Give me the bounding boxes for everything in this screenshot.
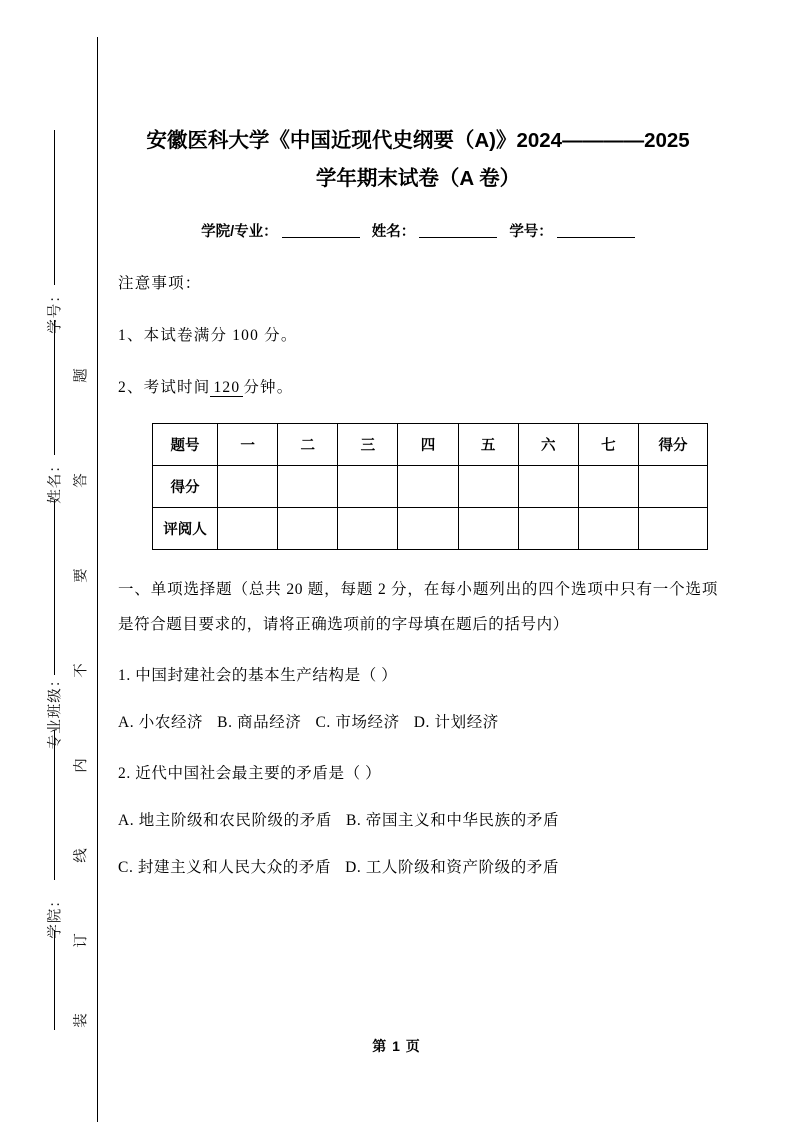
score-table-cell-r1-c3[interactable] [398,466,458,508]
field-college-major-label: 学院/专业： [201,224,278,240]
margin-label-1: 姓名： [47,457,64,504]
seal-char-5: 线 [73,848,90,863]
score-table-cell-r0-c4: 五 [458,424,518,466]
question-2-option-line-0 [118,803,718,838]
seal-char-0: 题 [73,368,90,383]
score-table-cell-r0-c3: 四 [398,424,458,466]
table-row [153,466,708,508]
title-line-2: 学年期末试卷（A 卷） [315,167,521,190]
score-table-cell-r2-c6[interactable] [578,508,638,550]
score-table-cell-r2-c4[interactable] [458,508,518,550]
score-table-cell-r0-c2: 三 [338,424,398,466]
question-stem-2: 2. 近代中国社会最主要的矛盾是（ ） [118,765,382,782]
seal-char-4: 内 [73,758,90,773]
margin-label-2: 专业班级： [47,671,64,750]
score-table-cell-r2-c1[interactable] [278,508,338,550]
title-line-1: 安徽医科大学《中国近现代史纲要（A)》2024————2025 [146,129,690,152]
seal-char-6: 订 [73,933,90,948]
margin-rule-segment-0 [54,130,55,285]
question-2-option-D[interactable]: D. 工人阶级和资产阶级的矛盾 [345,859,560,876]
question-2-option-B[interactable]: B. 帝国主义和中华民族的矛盾 [345,812,560,829]
score-table-total-cell-r2[interactable] [639,508,708,550]
margin-rule-segment-2 [54,500,55,675]
field-name-blank[interactable] [419,223,497,238]
score-table-cell-r2-c0[interactable] [218,508,278,550]
question-2-option-A[interactable]: A. 地主阶级和农民阶级的矛盾 [118,812,332,829]
score-table-cell-r1-c6[interactable] [578,466,638,508]
page-title [118,122,718,198]
margin-rule-inner [97,37,98,1122]
question-2-option-line-1 [118,850,718,885]
score-table-row-header: 得分 [153,466,218,508]
field-student-id-blank[interactable] [557,223,635,238]
notice-block [118,267,718,405]
notice-item-2 [118,371,718,405]
score-table-cell-r1-c4[interactable] [458,466,518,508]
notice-heading: 注意事项： [118,275,202,292]
score-table-row-header: 评阅人 [153,508,218,550]
notice-item-2-prefix: 2、考试时间 [118,379,211,396]
notice-item-1: 1、本试卷满分 100 分。 [118,327,298,344]
question-1-option-B[interactable]: B. 商品经济 [217,714,302,731]
field-student-id-label: 学号： [509,224,553,240]
notice-item-2-suffix: 分钟。 [243,379,294,396]
score-table-cell-r2-c2[interactable] [338,508,398,550]
score-table-cell-r2-c5[interactable] [518,508,578,550]
question-stem-1: 1. 中国封建社会的基本生产结构是（ ） [118,667,398,684]
seal-char-3: 不 [73,663,90,678]
score-table-total-cell-r0: 得分 [639,424,708,466]
score-table-cell-r1-c0[interactable] [218,466,278,508]
field-name[interactable] [372,220,498,241]
margin-rule-segment-1 [54,320,55,455]
score-table-cell-r0-c6: 七 [578,424,638,466]
score-table-cell-r0-c1: 二 [278,424,338,466]
margin-label-3: 学院： [47,892,64,939]
score-table-cell-r0-c0: 一 [218,424,278,466]
field-college-major[interactable] [201,220,360,241]
table-row [153,508,708,550]
seal-char-2: 要 [73,568,90,583]
margin-label-0: 学号： [47,287,64,334]
score-table-cell-r2-c3[interactable] [398,508,458,550]
margin-rule-segment-4 [54,930,55,1030]
score-table-cell-r1-c5[interactable] [518,466,578,508]
page-number-label: 第 1 页 [372,1038,421,1054]
field-name-label: 姓名： [371,224,416,240]
question-1-option-A[interactable]: A. 小农经济 [118,714,204,731]
score-table-cell-r1-c2[interactable] [338,466,398,508]
question-list [118,658,718,885]
margin-rule-segment-3 [54,730,55,880]
score-table [152,423,708,550]
section-1-instructions: 一、单项选择题（总共 20 题，每题 2 分，在每小题列出的四个选项中只有一个选项是符合题目要求的，请将正确选项前的字母填在题后的括号内） [118,581,718,633]
page-footer [0,1036,793,1056]
binding-margin [0,0,110,1122]
field-student-id[interactable] [509,220,635,241]
exam-duration-value: 120 [210,379,243,397]
question-1-option-D[interactable]: D. 计划经济 [413,714,499,731]
table-row [153,424,708,466]
question-1-option-C[interactable]: C. 市场经济 [315,714,400,731]
question-1-option-line-0 [118,705,718,740]
score-table-cell-r0-c5: 六 [518,424,578,466]
seal-char-7: 装 [73,1013,90,1028]
score-table-total-cell-r1[interactable] [639,466,708,508]
field-college-major-blank[interactable] [282,223,360,238]
question-2-option-C[interactable]: C. 封建主义和人民大众的矛盾 [118,859,332,876]
page-content [118,0,718,885]
score-table-row-header: 题号 [153,424,218,466]
student-info-row [118,220,718,241]
seal-char-1: 答 [73,473,90,488]
score-table-cell-r1-c1[interactable] [278,466,338,508]
